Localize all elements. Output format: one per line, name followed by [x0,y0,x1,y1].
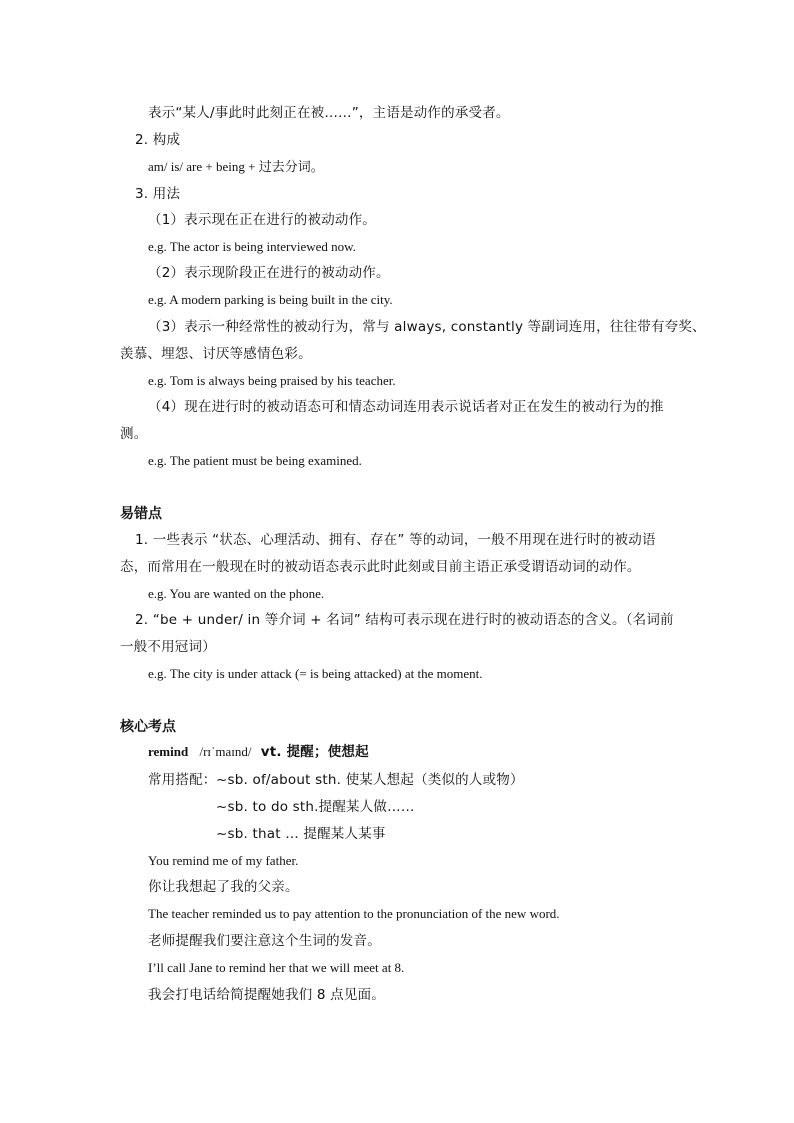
example-2-en: The teacher reminded us to pay attention to the pronunciation of the new word. [148,906,560,921]
error-point-1-line2: 态，而常用在一般现在时的被动语态表示此时此刻或目前主语正承受谓语动词的动作。 [120,559,641,575]
definition-text: 表示“某人/事此时此刻正在被……”，主语是动作的承受者。 [148,105,510,121]
usage-3-example: e.g. Tom is always being praised by his teacher. [148,373,396,388]
error-point-2-line2: 一般不用冠词） [120,639,216,655]
item-2-title: 2. 构成 [135,132,181,148]
usage-3-label-line1: （3）表示一种经常性的被动行为，常与 always, constantly 等副词连用，往往带有夸奖、 [148,319,706,335]
usage-2-label: （2）表示现阶段正在进行的被动动作。 [148,265,390,281]
example-3-cn: 我会打电话给简提醒她我们 8 点见面。 [148,987,385,1003]
collocation-label: 常用搭配： [148,772,217,788]
usage-4-label-line1: （4）现在进行时的被动语态可和情态动词连用表示说话者对正在发生的被动行为的推 [148,399,664,415]
example-1-en: You remind me of my father. [148,853,299,868]
collocation-2: ~sb. to do sth.提醒某人做…… [216,799,415,815]
usage-1-label: （1）表示现在正在进行的被动动作。 [148,212,376,228]
section-heading-common-errors: 易错点 [120,506,162,522]
example-3-en: I’ll call Jane to remind her that we will meet at 8. [148,960,405,975]
usage-1-example: e.g. The actor is being interviewed now. [148,239,356,254]
collocation-1: ~sb. of/about sth. 使某人想起（类似的人或物） [216,772,524,788]
vocab-word: remind [148,744,189,759]
example-2-cn: 老师提醒我们要注意这个生词的发音。 [148,933,381,949]
vocab-entry [148,743,369,761]
error-point-1-example: e.g. You are wanted on the phone. [148,586,325,601]
usage-2-example: e.g. A modern parking is being built in the city. [148,292,393,307]
section-heading-core-points: 核心考点 [120,719,176,735]
error-point-2-example: e.g. The city is under attack (= is being attacked) at the moment. [148,666,483,681]
vocab-phonetic: /rɪˈmaɪnd/ [199,744,252,759]
item-3-title: 3. 用法 [135,186,181,202]
error-point-1-line1: 1. 一些表示 “状态、心理活动、拥有、存在” 等的动词，一般不用现在进行时的被动语 [135,532,656,548]
example-1-cn: 你让我想起了我的父亲。 [148,879,299,895]
collocation-3: ~sb. that … 提醒某人某事 [216,826,386,842]
error-point-2-line1: 2. “be + under/ in 等介词 + 名词” 结构可表示现在进行时的被动语态的含义。（名词前 [135,612,674,628]
usage-4-label-line2: 测。 [120,426,148,442]
usage-4-example: e.g. The patient must be being examined. [148,453,362,468]
usage-3-label-line2: 羡慕、埋怨、讨厌等感情色彩。 [120,346,312,362]
vocab-meaning: vt. 提醒；使想起 [260,744,369,760]
structure-text: am/ is/ are + being + 过去分词。 [148,159,324,174]
